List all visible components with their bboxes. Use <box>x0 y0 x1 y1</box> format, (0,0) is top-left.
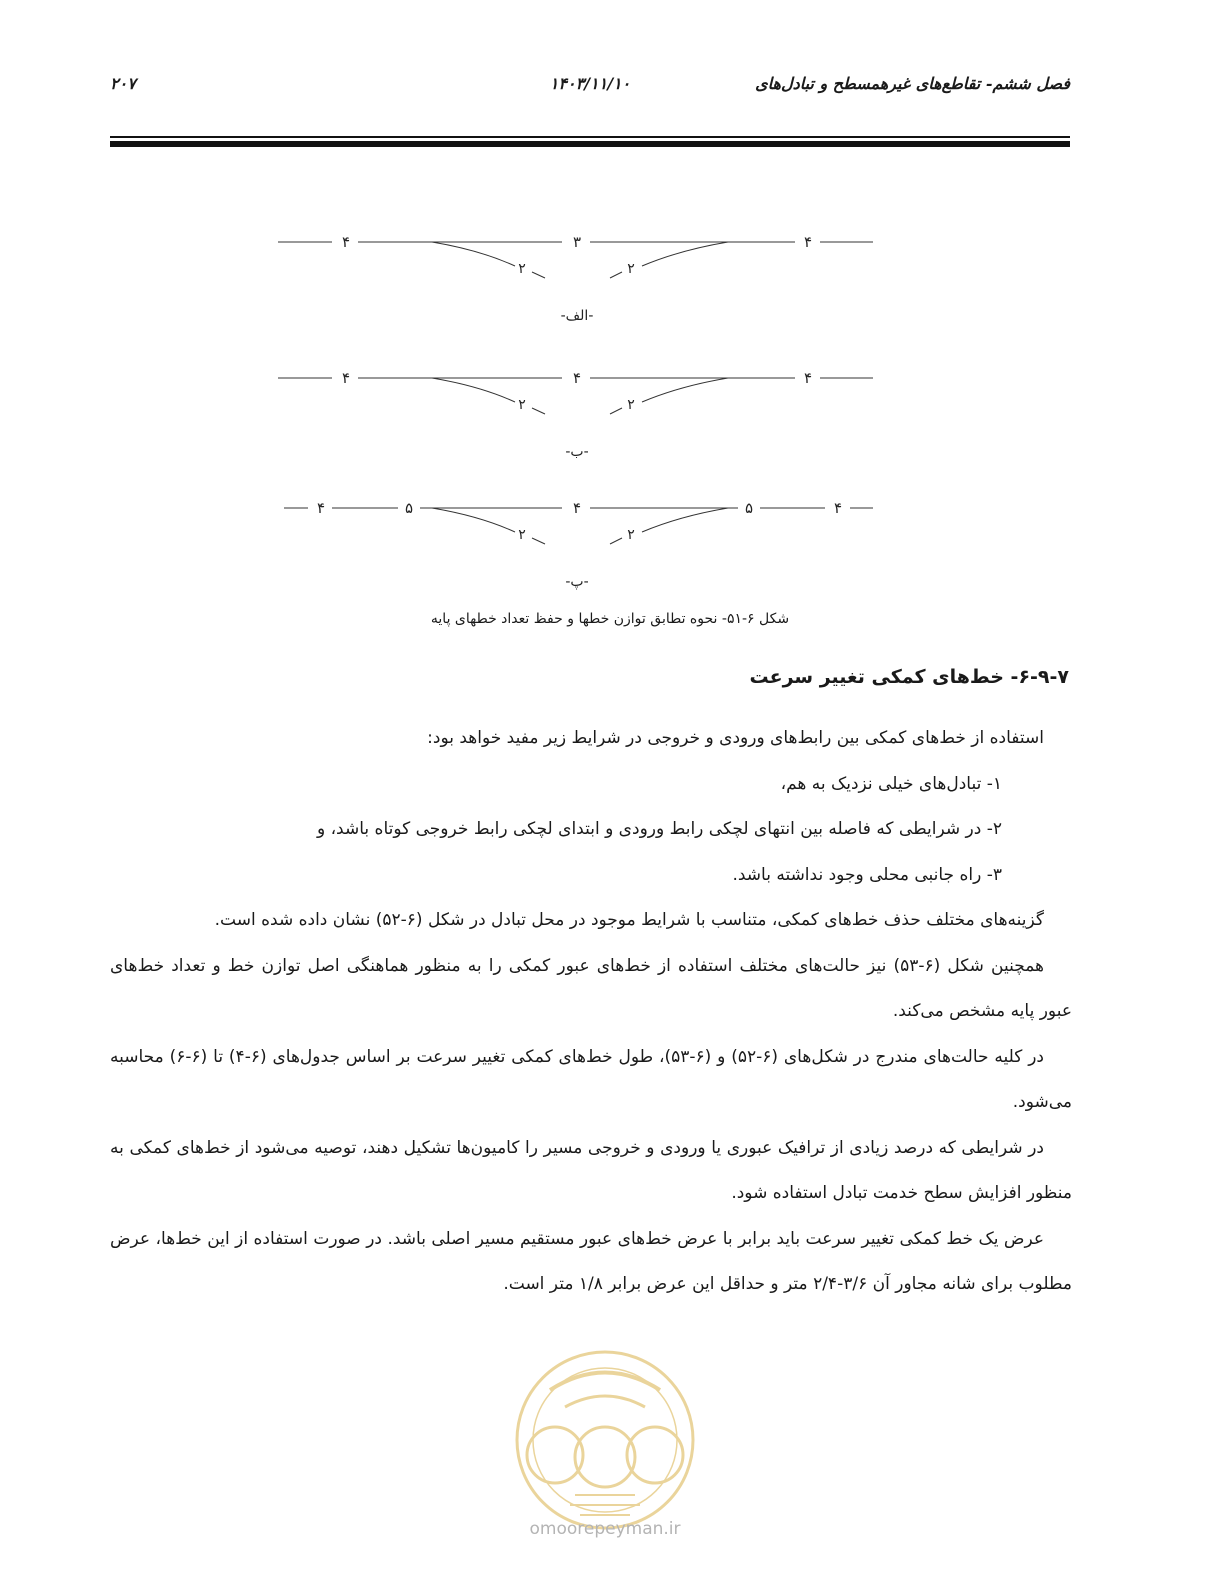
row-c-label-5: ۴ <box>833 499 843 517</box>
row-b-label-left: ۴ <box>341 369 351 387</box>
row-c-ramp-label-left: ۲ <box>518 527 526 543</box>
row-c-label-3: ۴ <box>572 499 582 517</box>
row-c-tag: -پ- <box>565 574 589 590</box>
paragraph-intro: استفاده از خط‌های کمکی بین رابط‌های ورودی و خروجی در شرایط زیر مفید خواهد بود: <box>427 728 1044 748</box>
watermark-url: omoorepeyman.ir <box>529 1519 681 1539</box>
row-a-label-right: ۴ <box>803 233 813 251</box>
diagram-row-a <box>278 233 873 324</box>
list-item-3: ۳- راه جانبی محلی وجود نداشته باشد. <box>732 864 1002 885</box>
section-heading: ۶-۹-۷- خط‌های کمکی تغییر سرعت <box>749 666 1069 688</box>
figure-caption: شکل ۶-۵۱- نحوه تطابق توازن خطها و حفظ تعداد خطهای پایه <box>430 611 790 627</box>
lane-balance-figure <box>270 220 890 600</box>
diagram-row-b <box>278 369 873 460</box>
lane-diagram-svg <box>270 220 890 600</box>
row-b-ramp-label-right: ۲ <box>627 397 635 413</box>
page-number: ۲۰۷ <box>110 74 136 93</box>
row-a-label-mid: ۳ <box>572 233 582 251</box>
watermark-seal <box>490 1345 720 1545</box>
chapter-title: فصل ششم- تقاطع‌های غیرهمسطح و تبادل‌های <box>755 74 1070 93</box>
row-a-ramp-label-left: ۲ <box>518 261 526 277</box>
row-c-ramp-label-right: ۲ <box>627 527 635 543</box>
list-item-2: ۲- در شرایطی که فاصله بین انتهای لچکی رابط ورودی و ابتدای لچکی رابط خروجی کوتاه باشد، و <box>316 819 1002 839</box>
header-rule-thick <box>110 141 1070 147</box>
row-b-label-right: ۴ <box>803 369 813 387</box>
row-c-label-4: ۵ <box>744 499 754 517</box>
row-a-tag: -الف- <box>560 308 594 324</box>
row-b-label-mid: ۴ <box>572 369 582 387</box>
list-item-1: ۱- تبادل‌های خیلی نزدیک به هم، <box>780 773 1002 794</box>
header-date: ۱۴۰۳/۱۱/۱۰ <box>549 74 631 93</box>
page-header <box>110 74 1070 104</box>
diagram-row-c <box>284 499 873 590</box>
paragraph-3: در کلیه حالت‌های مندرج در شکل‌های (۶-۵۲) و (۶-۵۳)، طول خط‌های کمکی تغییر سرعت بر اساس جدول‌های (۶-۴) تا (۶-۶) محاسبه می‌شود. <box>110 1046 1072 1112</box>
seal-emblem-icon <box>490 1345 720 1545</box>
row-c-label-2: ۵ <box>404 499 414 517</box>
row-b-ramp-label-left: ۲ <box>518 397 526 413</box>
row-a-label-left: ۴ <box>341 233 351 251</box>
row-b-tag: -ب- <box>565 444 589 460</box>
header-rule-thin <box>110 136 1070 138</box>
paragraph-2: همچنین شکل (۶-۵۳) نیز حالت‌های مختلف استفاده از خط‌های عبور کمکی را به منظور هماهنگی اصل توازن خط و تعداد خط‌های عبور پایه مشخص می‌کند. <box>110 955 1072 1021</box>
row-a-ramp-label-right: ۲ <box>627 261 635 277</box>
paragraph-4: در شرایطی که درصد زیادی از ترافیک عبوری یا ورودی و خروجی مسیر را کامیون‌ها تشکیل دهند، توصیه می‌شود از خط‌های کمکی به منظور افزایش سطح خدمت تبادل استفاده شود. <box>110 1137 1072 1203</box>
row-c-label-1: ۴ <box>316 499 326 517</box>
paragraph-1: گزینه‌های مختلف حذف خط‌های کمکی، متناسب با شرایط موجود در محل تبادل در شکل (۶-۵۲) نشان داده شده است. <box>214 910 1044 930</box>
paragraph-5: عرض یک خط کمکی تغییر سرعت باید برابر با عرض خط‌های عبور مستقیم مسیر اصلی باشد. در صورت استفاده از این خط‌ها، عرض مطلوب برای شانه مجاور آن ۳/۶-۲/۴ متر و حداقل این عرض برابر ۱/۸ متر است. <box>110 1228 1072 1294</box>
body-text <box>110 716 1072 1308</box>
